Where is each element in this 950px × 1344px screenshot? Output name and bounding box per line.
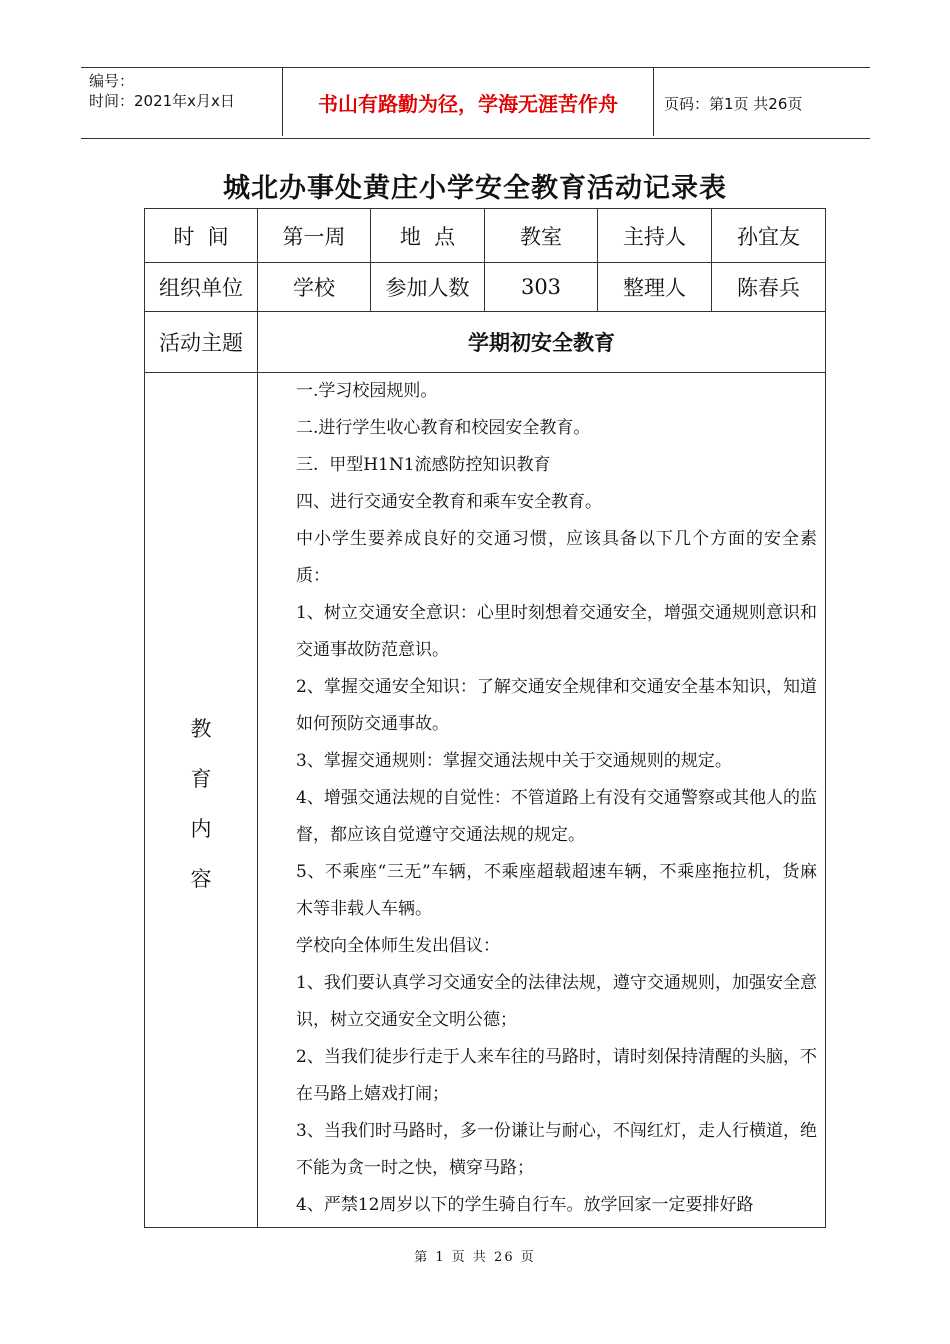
content-label-char: 教 bbox=[190, 717, 212, 741]
content-label-char: 育 bbox=[190, 767, 212, 791]
topic-label: 活动主题 bbox=[145, 312, 258, 373]
content-line: 1、树立交通安全意识：心里时刻想着交通安全，增强交通规则意识和交通事故防范意识。 bbox=[296, 603, 817, 660]
motto: 书山有路勤为径，学海无涯苦作舟 bbox=[282, 68, 654, 136]
document-title: 城北办事处黄庄小学安全教育活动记录表 bbox=[223, 173, 727, 204]
time-value: 第一周 bbox=[258, 209, 371, 263]
content-line: 4、严禁12周岁以下的学生骑自行车。放学回家一定要排好路 bbox=[296, 1195, 754, 1215]
content-label-cell bbox=[145, 373, 258, 1228]
host-value: 孙宜友 bbox=[712, 209, 826, 263]
count-label: 参加人数 bbox=[371, 263, 485, 312]
code-label: 编号： bbox=[89, 72, 135, 90]
content-line: 二.进行学生收心教育和校园安全教育。 bbox=[296, 418, 591, 438]
date-line: 时间：2021年x月x日 bbox=[89, 92, 235, 110]
content-line: 5、不乘座“三无”车辆，不乘座超载超速车辆，不乘座拖拉机，货麻木等非载人车辆。 bbox=[296, 862, 817, 919]
org-label: 组织单位 bbox=[145, 263, 258, 312]
recorder-label: 整理人 bbox=[598, 263, 712, 312]
header-meta bbox=[81, 68, 282, 138]
host-label: 主持人 bbox=[598, 209, 712, 263]
content-line: 一.学习校园规则。 bbox=[296, 381, 438, 401]
table-row bbox=[145, 373, 826, 1228]
content-line: 中小学生要养成良好的交通习惯，应该具备以下几个方面的安全素质： bbox=[296, 529, 817, 586]
content-line: 四、进行交通安全教育和乘车安全教育。 bbox=[296, 492, 602, 512]
time-label: 时 间 bbox=[145, 209, 258, 263]
content-label-char: 容 bbox=[190, 867, 212, 891]
table-row bbox=[145, 312, 826, 373]
table-row bbox=[145, 209, 826, 263]
table-row bbox=[145, 263, 826, 312]
org-value: 学校 bbox=[258, 263, 371, 312]
content-line: 3、掌握交通规则：掌握交通法规中关于交通规则的规定。 bbox=[296, 751, 732, 771]
place-value: 教室 bbox=[485, 209, 598, 263]
content-line: 3、当我们时马路时，多一份谦让与耐心，不闯红灯，走人行横道，绝不能为贪一时之快，横穿马路； bbox=[296, 1121, 817, 1178]
page-footer: 第 1 页 共 26 页 bbox=[414, 1250, 536, 1265]
topic-value: 学期初安全教育 bbox=[258, 312, 826, 373]
content-line: 学校向全体师生发出倡议： bbox=[296, 936, 500, 956]
count-value: 303 bbox=[485, 263, 598, 312]
content-line: 1、我们要认真学习交通安全的法律法规，遵守交通规则，加强安全意识，树立交通安全文明公德； bbox=[296, 973, 817, 1030]
content-line: 2、当我们徒步行走于人来车往的马路时，请时刻保持清醒的头脑，不在马路上嬉戏打闹； bbox=[296, 1047, 817, 1104]
content-line: 2、掌握交通安全知识：了解交通安全规律和交通安全基本知识，知道如何预防交通事故。 bbox=[296, 677, 817, 734]
page-info: 页码：第1页 共26页 bbox=[664, 94, 803, 113]
content-line: 4、增强交通法规的自觉性：不管道路上有没有交通警察或其他人的监督，都应该自觉遵守交通法规的规定。 bbox=[296, 788, 817, 845]
content-body bbox=[258, 373, 826, 1228]
place-label: 地 点 bbox=[371, 209, 485, 263]
recorder-value: 陈春兵 bbox=[712, 263, 826, 312]
page-header bbox=[81, 67, 870, 139]
content-line: 三. 甲型H1N1流感防控知识教育 bbox=[296, 455, 551, 475]
content-label-char: 内 bbox=[190, 817, 212, 841]
record-table bbox=[144, 208, 826, 1228]
